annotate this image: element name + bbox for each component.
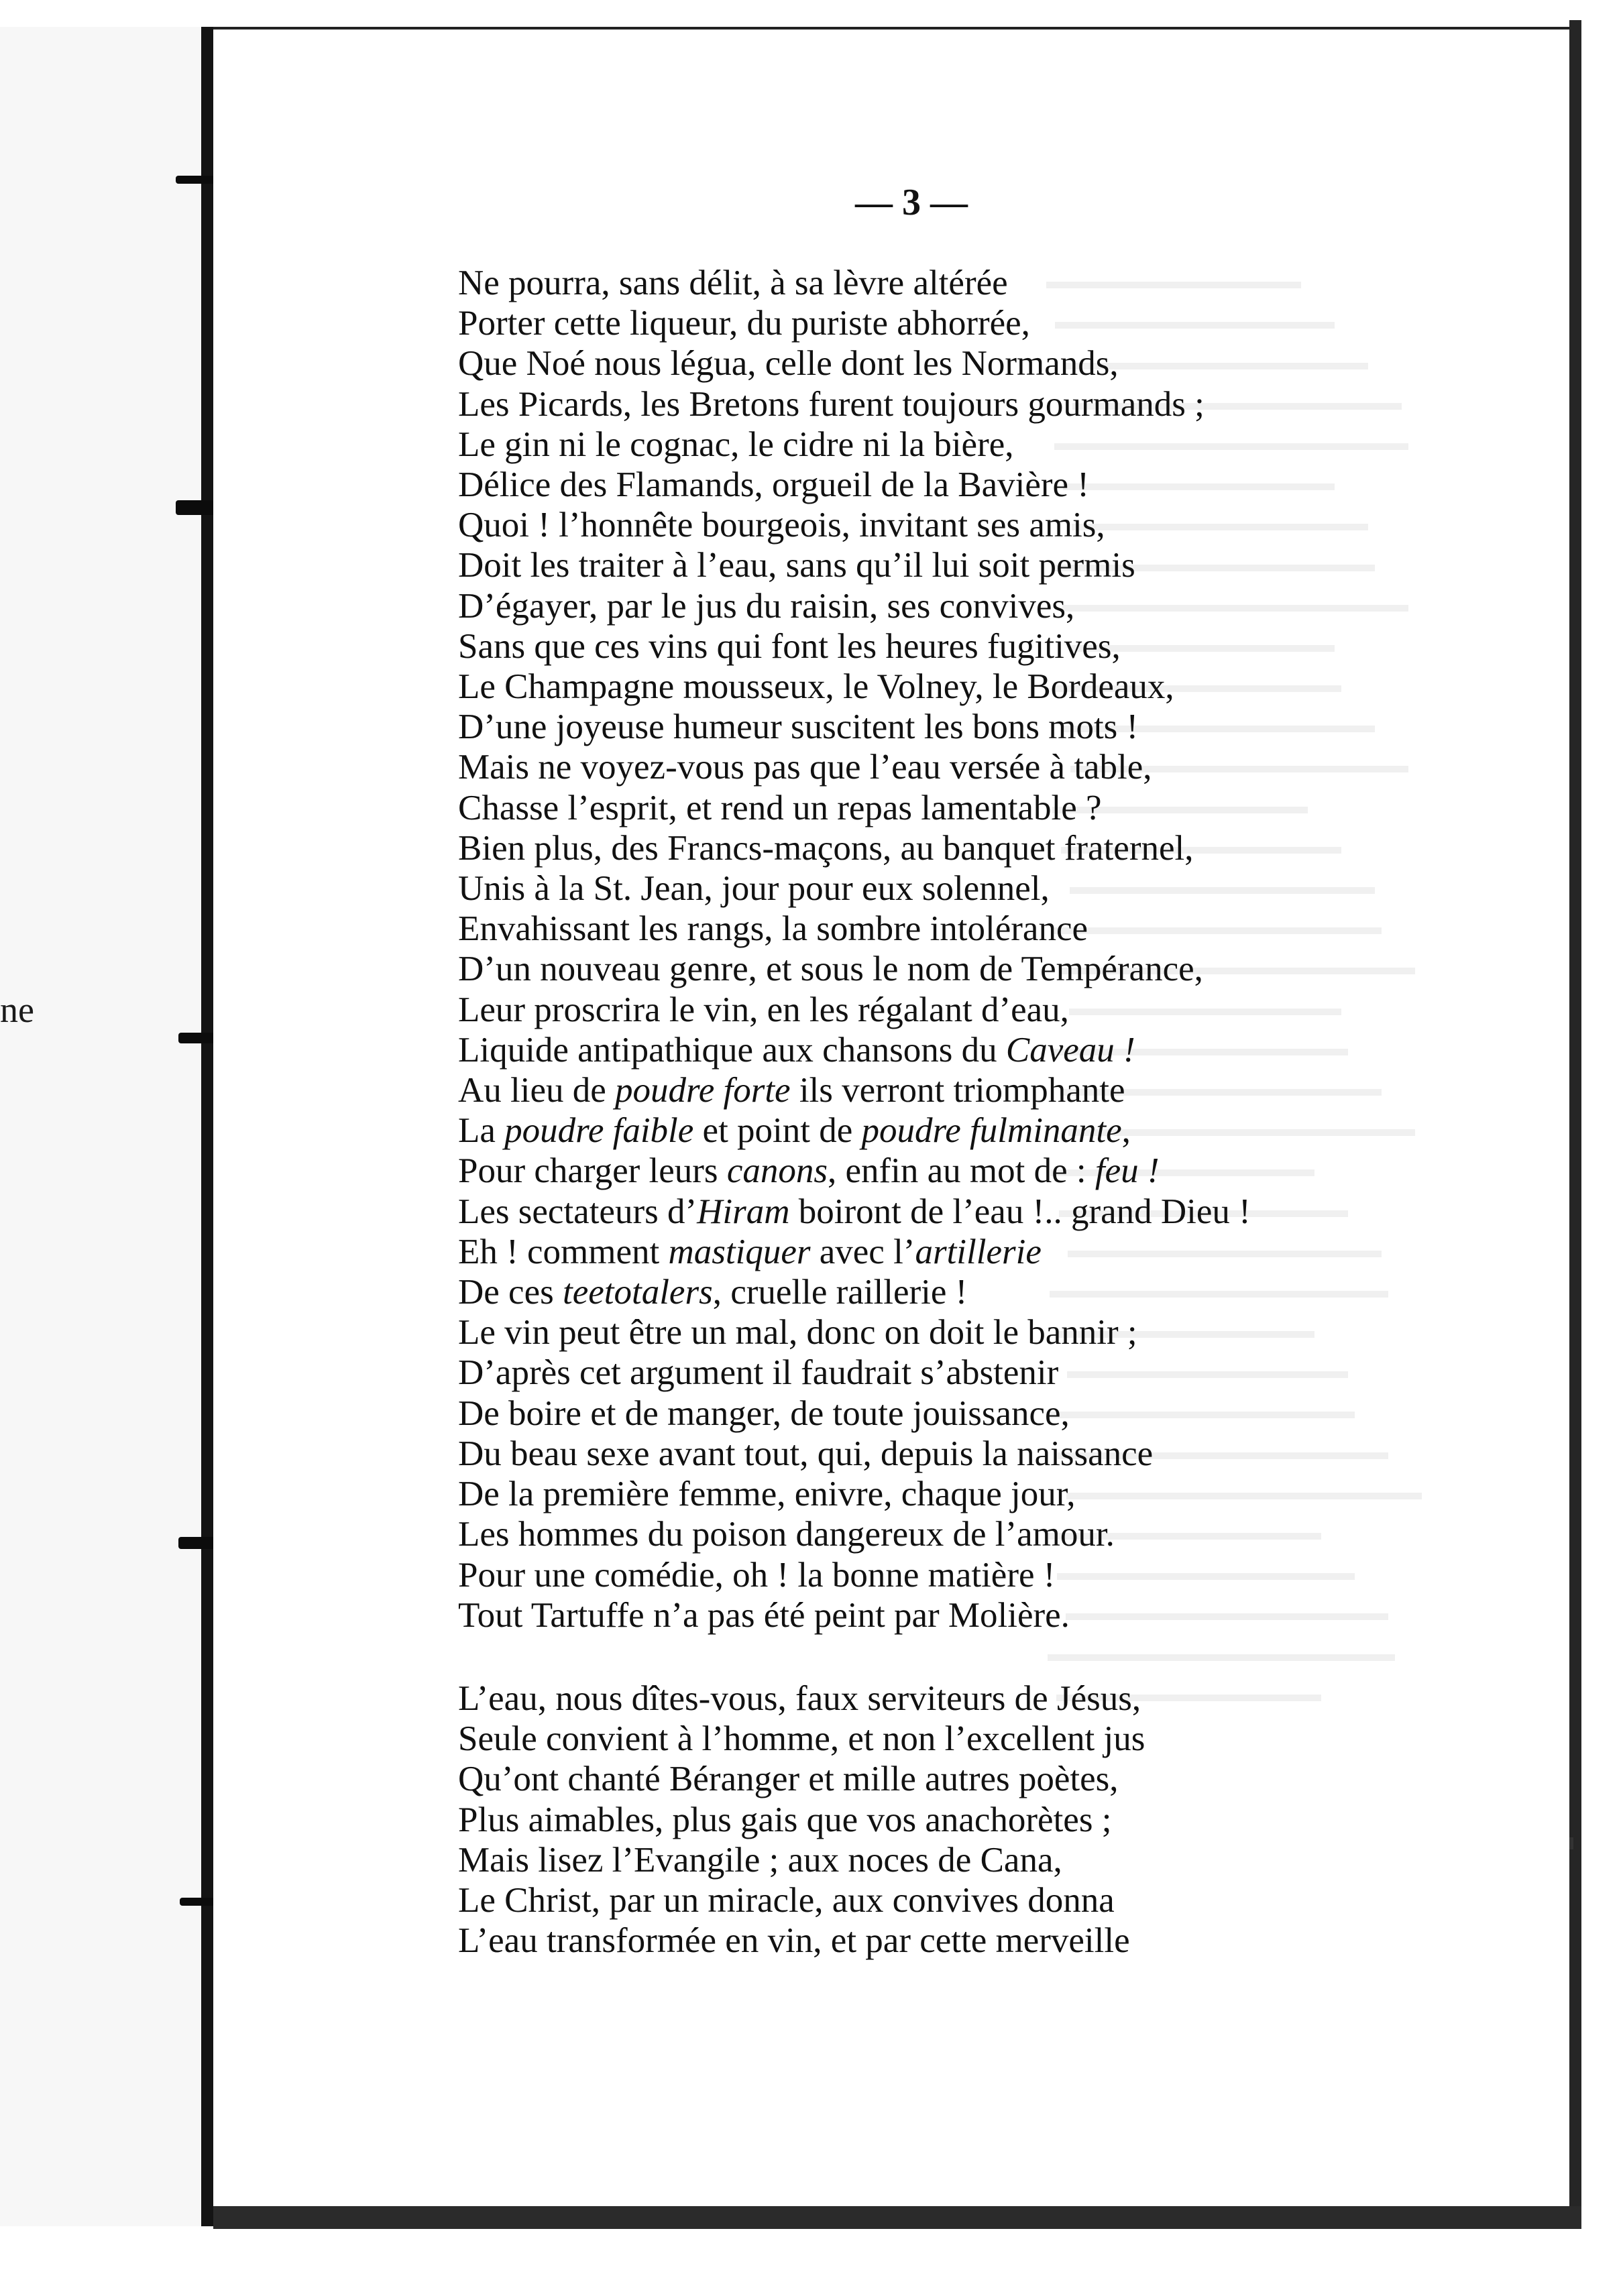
verse-text: Délice des Flamands, orgueil de la Bavière ! <box>458 465 1089 505</box>
verse-text: Chasse l’esprit, et rend un repas lamentable ? <box>458 788 1102 827</box>
verse-text: Seule convient à l’homme, et non l’excellent jus <box>458 1719 1145 1759</box>
verse-line <box>458 1110 1504 1151</box>
verse-text: Les hommes du poison dangereux de l’amour. <box>458 1515 1115 1554</box>
verse-text: Le Christ, par un miracle, aux convives donna <box>458 1880 1115 1920</box>
verse-line <box>458 747 1504 787</box>
verse-text: La <box>458 1111 505 1151</box>
italic-phrase: Caveau ! <box>1005 1030 1135 1070</box>
verse-line <box>458 465 1504 505</box>
verse-text: Quoi ! l’honnête bourgeois, invitant ses amis, <box>458 506 1105 545</box>
verse-line <box>458 1678 1504 1719</box>
verse-line <box>458 626 1504 667</box>
verse-line <box>458 1555 1504 1595</box>
verse-text: Pour une comédie, oh ! la bonne matière ! <box>458 1555 1056 1595</box>
verse-text: Qu’ont chanté Béranger et mille autres poètes, <box>458 1760 1119 1799</box>
verse-text: avec l’ <box>810 1232 915 1271</box>
verse-text: De ces <box>458 1273 563 1312</box>
poem-text <box>458 263 1504 1961</box>
verse-text: L’eau, nous dîtes-vous, faux serviteurs de Jésus, <box>458 1678 1141 1718</box>
verse-line <box>458 1514 1504 1554</box>
verse-line <box>458 1312 1504 1353</box>
verse-text: Envahissant les rangs, la sombre intolérance <box>458 909 1088 949</box>
verse-line <box>458 1595 1504 1635</box>
verse-line <box>458 1192 1504 1232</box>
page-number: — 3 — <box>855 182 968 223</box>
verse-line <box>458 868 1504 909</box>
verse-text: Plus aimables, plus gais que vos anachorètes ; <box>458 1800 1112 1839</box>
italic-phrase: artillerie <box>915 1232 1042 1271</box>
verse-text: , cruelle raillerie ! <box>712 1273 968 1312</box>
verse-line <box>458 949 1504 989</box>
italic-phrase: canons <box>726 1151 828 1191</box>
verse-text: Porter cette liqueur, du puriste abhorrée, <box>458 304 1030 343</box>
verse-text: De boire et de manger, de toute jouissance, <box>458 1393 1070 1433</box>
verse-line <box>458 1272 1504 1312</box>
verse-line <box>458 1800 1504 1840</box>
verse-text: Que Noé nous légua, celle dont les Normands, <box>458 344 1119 384</box>
verse-line <box>458 263 1504 303</box>
verse-text: , enfin au mot de : <box>827 1151 1095 1191</box>
verse-line <box>458 505 1504 545</box>
verse-line <box>458 545 1504 585</box>
verse-line <box>458 707 1504 747</box>
verse-text: Liquide antipathique aux chansons du <box>458 1030 1006 1070</box>
verse-line <box>458 1759 1504 1799</box>
verse-text: Ne pourra, sans délit, à sa lèvre altérée <box>458 264 1008 302</box>
book-spine <box>201 27 213 2226</box>
verse-line <box>458 1474 1504 1514</box>
verse-line <box>458 384 1504 424</box>
verse-text: Sans que ces vins qui font les heures fugitives, <box>458 626 1121 666</box>
verse-text: L’eau transformée en vin, et par cette merveille <box>458 1921 1130 1961</box>
page-right-edge <box>1569 20 1581 2213</box>
verse-text: Leur proscrira le vin, en les régalant d’eau, <box>458 990 1069 1029</box>
verse-line <box>458 303 1504 343</box>
verse-text: ils verront triomphante <box>790 1071 1125 1110</box>
stanza-break <box>458 1635 1504 1678</box>
verse-line <box>458 1151 1504 1191</box>
verse-text: Au lieu de <box>458 1071 616 1110</box>
italic-phrase: poudre fulminante <box>861 1111 1122 1151</box>
verse-text: Doit les traiter à l’eau, sans qu’il lui soit permis <box>458 546 1135 585</box>
page-bottom-shadow <box>213 2206 1581 2229</box>
verse-line <box>458 1030 1504 1070</box>
facing-page <box>0 27 201 2226</box>
verse-text: Les Picards, les Bretons furent toujours gourmands ; <box>458 384 1205 424</box>
facing-page-fragment: ne <box>0 990 34 1030</box>
verse-text: Du beau sexe avant tout, qui, depuis la naissance <box>458 1434 1154 1473</box>
verse-line <box>458 1920 1504 1961</box>
verse-text: Pour charger leurs <box>458 1151 727 1191</box>
verse-text: Le gin ni le cognac, le cidre ni la bière, <box>458 424 1014 464</box>
verse-text: Mais lisez l’Evangile ; aux noces de Cana, <box>458 1840 1062 1880</box>
verse-text: D’une joyeuse humeur suscitent les bons mots ! <box>458 707 1139 747</box>
page-speck <box>1569 1837 1573 1849</box>
verse-line <box>458 1880 1504 1920</box>
verse-text: boiront de l’eau !.. grand Dieu ! <box>789 1192 1251 1231</box>
verse-line <box>458 1434 1504 1474</box>
verse-text: De la première femme, enivre, chaque jour, <box>458 1475 1076 1514</box>
verse-text: Eh ! comment <box>458 1232 669 1271</box>
verse-line <box>458 424 1504 465</box>
verse-text: Le Champagne mousseux, le Volney, le Bordeaux, <box>458 667 1174 707</box>
verse-line <box>458 909 1504 949</box>
verse-line <box>458 1232 1504 1272</box>
verse-line <box>458 343 1504 384</box>
verse-text: Les sectateurs d’ <box>458 1192 697 1231</box>
italic-phrase: poudre forte <box>615 1071 791 1110</box>
verse-text: D’après cet argument il faudrait s’abstenir <box>458 1353 1059 1393</box>
verse-line <box>458 828 1504 868</box>
verse-line <box>458 667 1504 707</box>
italic-phrase: feu ! <box>1095 1151 1160 1191</box>
verse-line <box>458 1719 1504 1759</box>
verse-text: D’égayer, par le jus du raisin, ses convives, <box>458 586 1075 626</box>
verse-text: Mais ne voyez-vous pas que l’eau versée à table, <box>458 748 1152 787</box>
verse-text: D’un nouveau genre, et sous le nom de Tempérance, <box>458 950 1203 989</box>
verse-line <box>458 586 1504 626</box>
italic-phrase: mastiquer <box>668 1232 811 1271</box>
verse-line <box>458 1840 1504 1880</box>
verse-text: et point de <box>693 1111 862 1151</box>
verse-text: Tout Tartuffe n’a pas été peint par Molière. <box>458 1595 1070 1635</box>
verse-line <box>458 1393 1504 1434</box>
italic-phrase: poudre faible <box>504 1111 694 1151</box>
verse-line <box>458 1070 1504 1110</box>
verse-line <box>458 1353 1504 1393</box>
verse-text: Unis à la St. Jean, jour pour eux solennel, <box>458 869 1050 909</box>
italic-phrase: teetotalers <box>562 1273 713 1312</box>
verse-line <box>458 788 1504 828</box>
italic-phrase: Hiram <box>697 1192 790 1231</box>
verse-line <box>458 990 1504 1030</box>
verse-text: Le vin peut être un mal, donc on doit le bannir ; <box>458 1313 1137 1353</box>
verse-text: Bien plus, des Francs-maçons, au banquet fraternel, <box>458 828 1194 868</box>
verse-text: , <box>1121 1111 1131 1151</box>
